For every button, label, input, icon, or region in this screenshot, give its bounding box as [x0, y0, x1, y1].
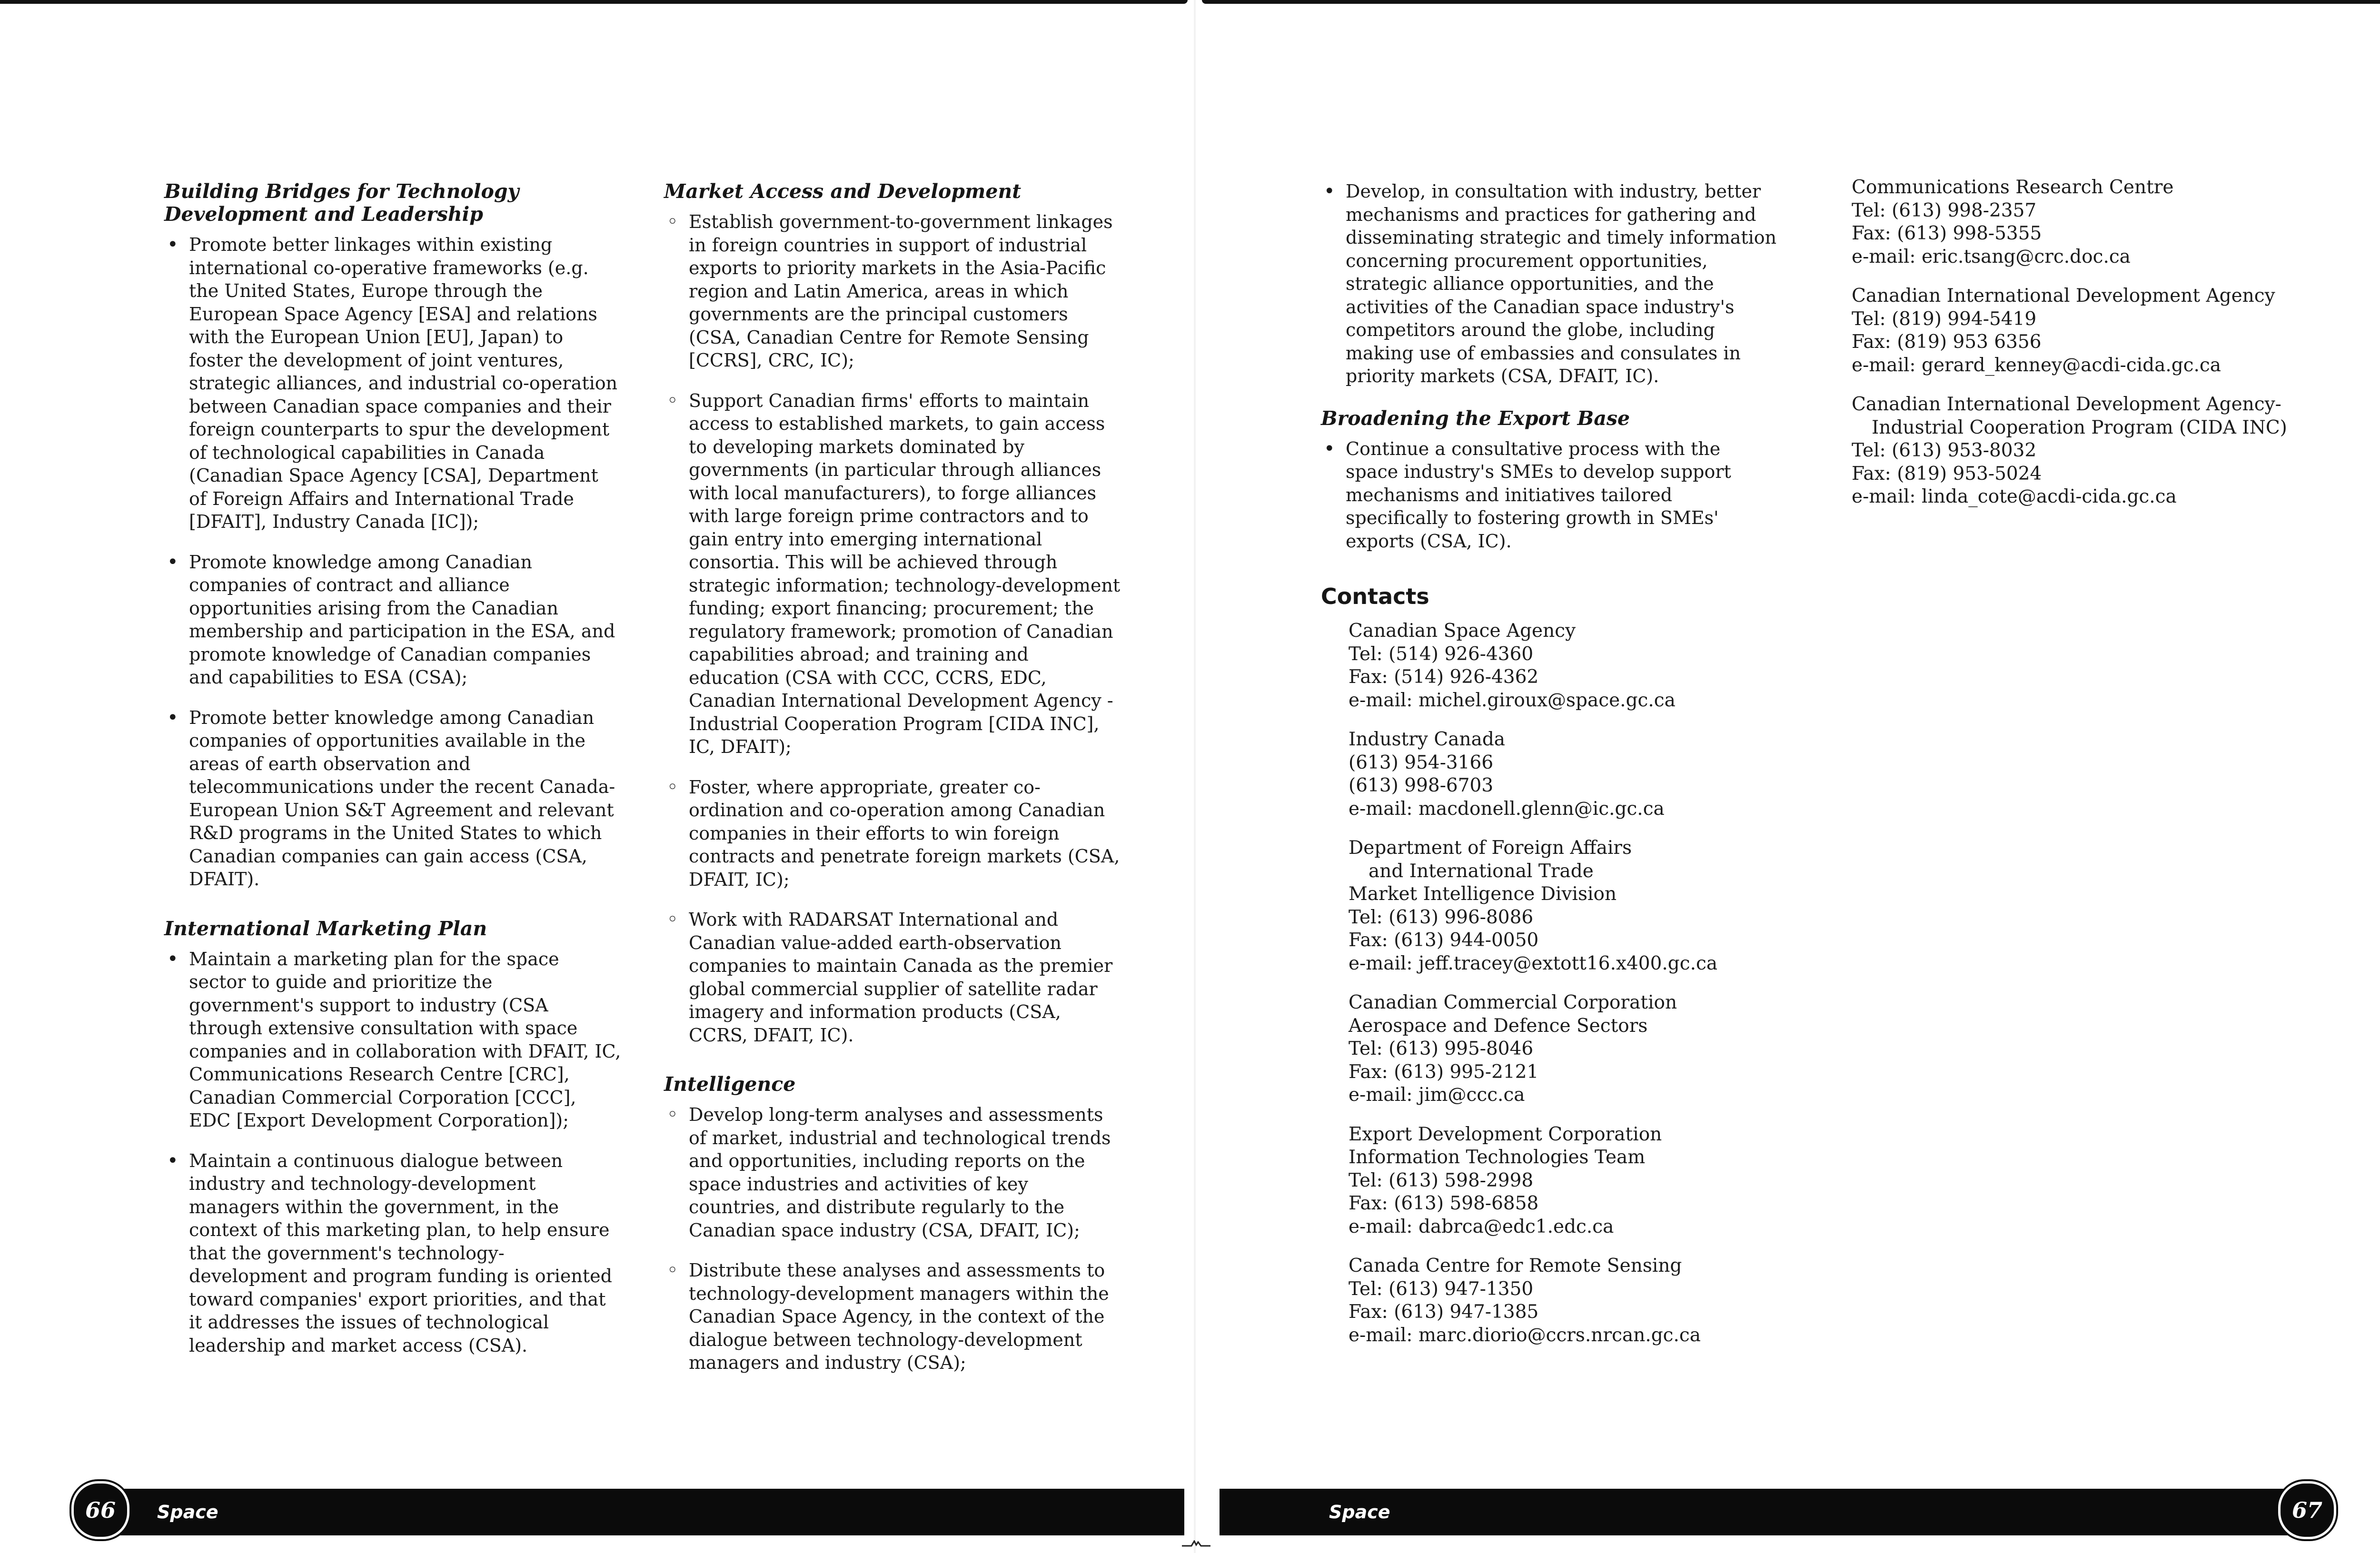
intelligence-continued-list: [1321, 180, 1778, 388]
heading-building-bridges: [164, 180, 621, 226]
marketing-plan-list: [164, 948, 621, 1357]
contact-org: Canada Centre for Remote Sensing: [1349, 1255, 1682, 1276]
intelligence-list: [664, 1103, 1121, 1375]
list-item: ◦ Distribute these analyses and assessments to technology-development managers within the Canadian Space Agency, in the context of the dialogue between technology-development managers and industry (CSA);: [664, 1259, 1121, 1375]
contact-email: e-mail: michel.giroux@space.gc.ca: [1349, 689, 1676, 711]
list-item: • Maintain a marketing plan for the space sector to guide and prioritize the government's support to industry (CSA through extensive consultation with space companies and in collaboration with DFAIT, IC, Communications Research Centre [CRC], Canadian Commercial Corporation [CCC], EDC [Export Development Corporation]);: [164, 948, 621, 1132]
list-item: • Develop, in consultation with industry, better mechanisms and practices for gathering and disseminating strategic and timely information concerning procurement opportunities, strategic alliance opportunities, and the activities of the Canadian space industry's competitors around the globe, including making use of embassies and consulates in priority markets (CSA, DFAIT, IC).: [1321, 180, 1778, 388]
contact-block-csa: [1349, 620, 1778, 712]
contact-org: Communications Research Centre: [1852, 177, 2174, 198]
left-page-column-2: [664, 180, 1121, 1392]
heading-international-marketing-plan: International Marketing Plan: [164, 917, 487, 940]
contact-org: Canadian International Development Agency: [1852, 285, 2275, 307]
right-page-column-1: [1321, 180, 1778, 1363]
market-access-list: [664, 210, 1121, 1047]
contact-org-continued: Industrial Cooperation Program (CIDA INC): [1872, 416, 2287, 438]
contact-org: Export Development Corporation: [1349, 1123, 1662, 1145]
footer-section-label: Space: [1329, 1502, 1390, 1523]
contact-block-cida: [1852, 285, 2351, 377]
contact-org: Department of Foreign Affairs: [1349, 837, 1632, 859]
contact-tel: Tel: (613) 947-1350: [1349, 1278, 1534, 1300]
book-spine: [1194, 0, 1196, 1553]
heading-contacts: Contacts: [1321, 584, 1429, 609]
contact-org: Canadian Commercial Corporation: [1349, 992, 1677, 1013]
contact-org: Industry Canada: [1349, 729, 1506, 750]
contact-fax: Fax: (613) 947-1385: [1349, 1301, 1539, 1323]
contact-email: e-mail: gerard_kenney@acdi-cida.gc.ca: [1852, 354, 2221, 376]
page-number-left: 66: [71, 1481, 129, 1539]
export-base-list: [1321, 437, 1778, 553]
contact-tel: Tel: (819) 994-5419: [1852, 308, 2037, 330]
contact-fax: Fax: (819) 953-5024: [1852, 463, 2042, 485]
contact-tel: Tel: (514) 926-4360: [1349, 643, 1534, 665]
contact-fax: (613) 998-6703: [1349, 775, 1494, 796]
top-page-edge-left: [0, 0, 1188, 4]
list-item: • Promote knowledge among Canadian companies of contract and alliance opportunities arising from the Canadian membership and participation in the ESA, and promote knowledge of Canadian companies and capabilities to ESA (CSA);: [164, 551, 621, 689]
contact-email: e-mail: macdonell.glenn@ic.gc.ca: [1349, 798, 1665, 820]
footer-bar-right: [1220, 1489, 2303, 1535]
contact-tel: Tel: (613) 995-8046: [1349, 1038, 1534, 1059]
contact-block-industry-canada: [1349, 728, 1778, 821]
heading-intelligence: Intelligence: [664, 1073, 796, 1096]
list-item: ◦ Support Canadian firms' efforts to maintain access to established markets, to gain access to developing markets dominated by governments (in particular through alliances with local manufacturers), to forge alliances with large foreign prime contractors and to gain entry into emerging international consortia. This will be achieved through strategic information; technology-development funding; export financing; procurement; the regulatory framework; promotion of Canadian capabilities abroad; and training and education (CSA with CCC, CCRS, EDC, Canadian International Development Agency - Industrial Cooperation Program [CIDA INC], IC, DFAIT);: [664, 389, 1121, 759]
contact-org-continued: and International Trade: [1368, 860, 1594, 882]
list-item: • Promote better linkages within existing international co-operative frameworks (e.g. the United States, Europe through the European Space Agency [ESA] and relations with the European Union [EU], Japan) to foster the development of joint ventures, strategic alliances, and industrial co-operation between Canadian space companies and their foreign counterparts to spur the development of technological capabilities in Canada (Canadian Space Agency [CSA], Department of Foreign Affairs and International Trade [DFAIT], Industry Canada [IC]);: [164, 233, 621, 534]
contact-email: e-mail: marc.diorio@ccrs.nrcan.gc.ca: [1349, 1324, 1701, 1346]
binding-mark-icon: [1182, 1540, 1210, 1547]
contact-block-edc: [1349, 1123, 1778, 1239]
contact-org: Canadian International Development Agency-: [1852, 394, 2281, 415]
footer-section-label: Space: [157, 1502, 218, 1523]
contact-email: e-mail: eric.tsang@crc.doc.ca: [1852, 246, 2131, 267]
contact-block-ccrs: [1349, 1255, 1778, 1347]
heading-broadening-export-base: Broadening the Export Base: [1321, 406, 1630, 430]
contact-division: Information Technologies Team: [1349, 1147, 1646, 1168]
contact-block-cida-inc: [1852, 393, 2351, 509]
contact-fax: Fax: (613) 995-2121: [1349, 1061, 1539, 1083]
list-item: • Promote better knowledge among Canadian companies of opportunities available in the areas of earth observation and telecommunications under the recent Canada-European Union S&T Agreement and relevant R&D programs in the United States to which Canadian companies can gain access (CSA, DFAIT).: [164, 706, 621, 891]
contact-tel: (613) 954-3166: [1349, 752, 1494, 773]
list-item: ◦ Work with RADARSAT International and Canadian value-added earth-observation companies to maintain Canada as the premier global commercial supplier of satellite radar imagery and information products (CSA, CCRS, DFAIT, IC).: [664, 908, 1121, 1047]
list-item: • Maintain a continuous dialogue between industry and technology-development managers within the government, in the context of this marketing plan, to help ensure that the government's technology-development and program funding is oriented toward companies' export priorities, and that it addresses the issues of technological leadership and market access (CSA).: [164, 1149, 621, 1357]
contact-fax: Fax: (819) 953 6356: [1852, 331, 2042, 353]
contact-tel: Tel: (613) 998-2357: [1852, 199, 2037, 221]
list-item: ◦ Foster, where appropriate, greater co-ordination and co-operation among Canadian companies in their efforts to win foreign contracts and penetrate foreign markets (CSA, DFAIT, IC);: [664, 776, 1121, 891]
contact-division: Aerospace and Defence Sectors: [1349, 1015, 1648, 1037]
heading-market-access: Market Access and Development: [664, 180, 1021, 203]
list-item: ◦ Establish government-to-government linkages in foreign countries in support of industrial exports to priority markets in the Asia-Pacific region and Latin America, areas in which governments are the principal customers (CSA, Canadian Centre for Remote Sensing [CCRS], CRC, IC);: [664, 210, 1121, 372]
contacts-list: [1321, 620, 1778, 1347]
heading-line-1: Building Bridges for Technology: [164, 180, 519, 203]
contact-block-crc: [1852, 176, 2351, 268]
contact-email: e-mail: jim@ccc.ca: [1349, 1084, 1525, 1106]
list-item: • Continue a consultative process with the space industry's SMEs to develop support mechanisms and initiatives tailored specifically to fostering growth in SMEs' exports (CSA, IC).: [1321, 437, 1778, 553]
list-item: ◦ Develop long-term analyses and assessments of market, industrial and technological trends and opportunities, including reports on the space industries and activities of key countries, and distribute regularly to the Canadian space industry (CSA, DFAIT, IC);: [664, 1103, 1121, 1242]
contact-fax: Fax: (514) 926-4362: [1349, 666, 1539, 688]
contact-block-dfait: [1349, 837, 1778, 975]
contact-fax: Fax: (613) 998-5355: [1852, 223, 2042, 244]
contact-block-ccc: [1349, 991, 1778, 1107]
contact-fax: Fax: (613) 944-0050: [1349, 930, 1539, 951]
heading-line-2: Development and Leadership: [164, 203, 483, 226]
contact-email: e-mail: dabrca@edc1.edc.ca: [1349, 1216, 1614, 1237]
contact-tel: Tel: (613) 598-2998: [1349, 1169, 1534, 1191]
left-page-column-1: [164, 180, 621, 1374]
contact-division: Market Intelligence Division: [1349, 883, 1617, 905]
contact-email: e-mail: linda_cote@acdi-cida.gc.ca: [1852, 486, 2177, 507]
top-page-edge-right: [1202, 0, 2380, 4]
right-page-column-2: [1852, 176, 2351, 525]
building-bridges-list: [164, 233, 621, 891]
contact-email: e-mail: jeff.tracey@extott16.x400.gc.ca: [1349, 952, 1718, 974]
contact-org: Canadian Space Agency: [1349, 620, 1576, 642]
contact-tel: Tel: (613) 996-8086: [1349, 906, 1534, 928]
contact-fax: Fax: (613) 598-6858: [1349, 1193, 1539, 1214]
footer-bar-left: [81, 1489, 1184, 1535]
contact-tel: Tel: (613) 953-8032: [1852, 440, 2037, 461]
page-number-right: 67: [2278, 1481, 2336, 1539]
